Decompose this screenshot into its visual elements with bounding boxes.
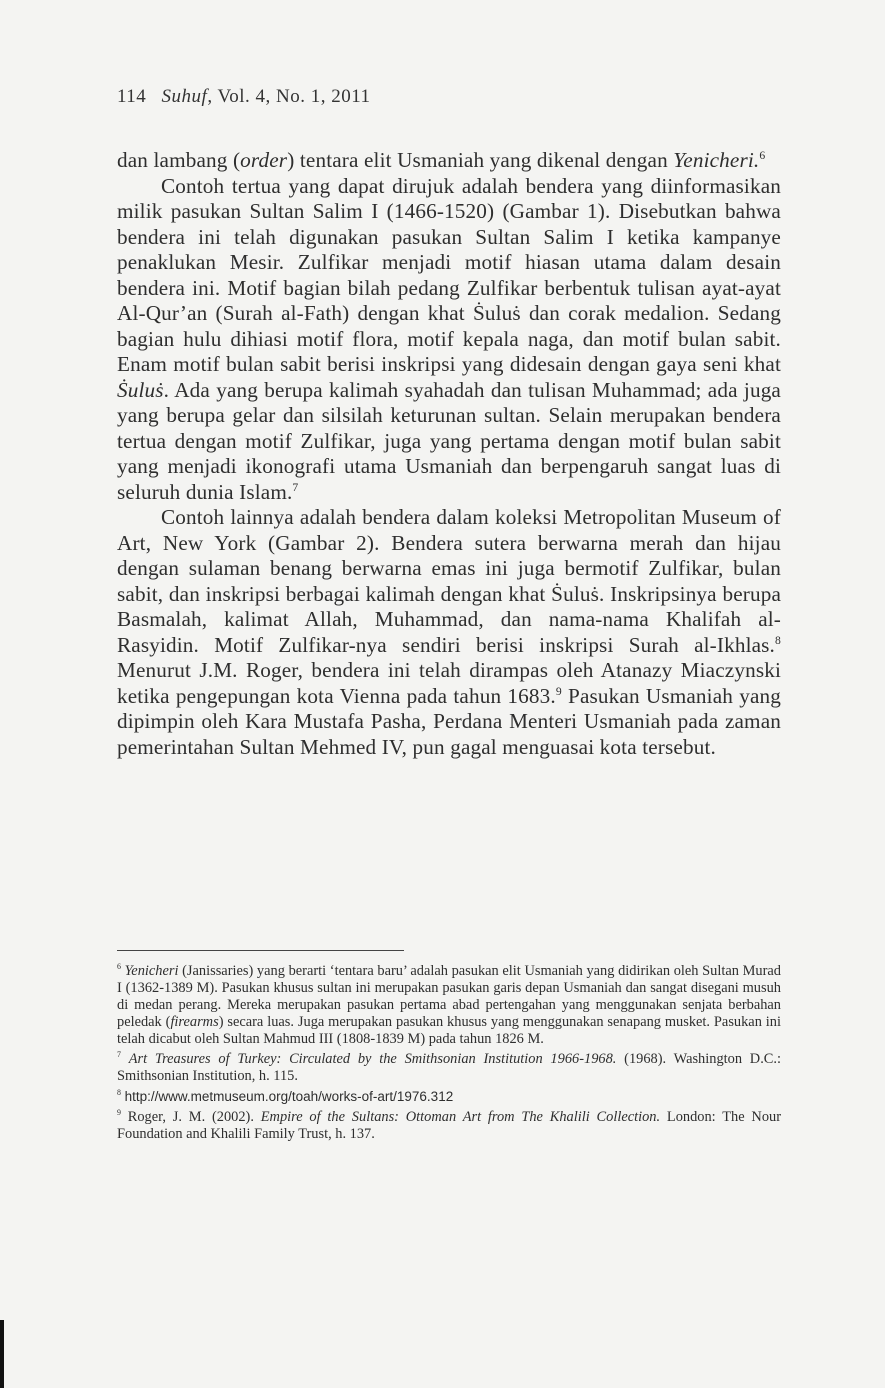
paragraph-1: dan lambang (order) tentara elit Usmaniah yang dikenal dengan Yenicheri.$^6$ — [117, 148, 766, 172]
footnote-divider — [117, 950, 404, 951]
page-number: 114 — [117, 86, 147, 107]
footnote-url[interactable]: http://www.metmuseum.org/toah/works-of-art/1976.312 — [124, 1089, 454, 1104]
scan-edge-mark — [0, 1320, 4, 1388]
paragraph-2: Contoh tertua yang dapat dirujuk adalah bendera yang diinformasikan milik pasukan Sultan Salim I (1466-1520) (Gambar 1). Disebutkan bahwa bendera ini telah digunakan pasukan Sultan Salim I ketika kampanye penaklukan Mesir. Zulfikar menjadi motif hiasan utama dalam desain bendera ini. Motif bagian bilah pedang Zulfikar berbentuk tulisan ayat-ayat Al-Qur’an (Surah al-Fath) dengan khat Ṡuluṡ dan corak medalion. Sedang bagian hulu dihiasi motif flora, motif kepala naga, dan motif bulan sabit. Enam motif bulan sabit berisi inskripsi yang didesain dengan gaya seni khat Ṡuluṡ. Ada yang berupa kalimah syahadah dan tulisan Muhammad; ada juga yang berupa gelar dan silsilah keturunan sultan. Selain merupakan bendera tertua dengan motif Zulfikar, juga yang pertama dengan motif bulan sabit yang menjadi ikonografi utama Usmaniah dan berpengaruh sangat luas di seluruh dunia Islam.$^7$ — [117, 173, 781, 504]
footnote-ref-6: 6 — [759, 148, 766, 162]
footnotes — [117, 963, 781, 1143]
footnote-6: $^6$ Yenicheri (Janissaries) yang berarti ‘tentara baru’ adalah pasukan elit Usmaniah yang didirikan oleh Sultan Murad I (1362-1389 M). Pasukan khusus sultan ini merupakan pasukan garis depan Usmaniah dan sangat disegani musuh di medan perang. Mereka merupakan pasukan pertama abad pertengahan yang menggunakan senjata berbahan peledak (firearms) secara luas. Juga merupakan pasukan khusus yang menggunakan senapang musket. Pasukan ini telah dicabut oleh Sultan Mahmud III (1808-1839 M) pada tahun 1826 M. — [117, 962, 781, 1047]
footnote-9: $^9$ Roger, J. M. (2002). Empire of the Sultans: Ottoman Art from The Khalili Collection. London: The Nour Foundation and Khalili Family Trust, h. 137. — [117, 1108, 781, 1142]
journal-issue: , Vol. 4, No. 1, 2011 — [207, 86, 371, 107]
footnote-ref-9: 9 — [555, 684, 562, 698]
body-text — [117, 148, 781, 760]
running-head — [117, 86, 371, 108]
footnote-8: $^8$ http://www.metmuseum.org/toah/works-of-art/1976.312 — [117, 1088, 454, 1104]
journal-title: Suhuf — [161, 86, 208, 107]
footnote-7: $^7$ Art Treasures of Turkey: Circulated by the Smithsonian Institution 1966-1968. (1968). Washington D.C.: Smithsonian Institution, h. 115. — [117, 1050, 781, 1084]
paragraph-3: Contoh lainnya adalah bendera dalam koleksi Metropolitan Museum of Art, New York (Gambar 2). Bendera sutera berwarna merah dan hijau dengan sulaman benang berwarna emas ini juga bermotif Zulfikar, bulan sabit, dan inskripsi berbagai kalimah dengan khat Ṡuluṡ. Inskripsinya berupa Basmalah, kalimat Allah, Muhammad, dan nama-nama Khalifah al-Rasyidin. Motif Zulfikar-nya sendiri berisi inskripsi Surah al-Ikhlas.$^8$ Menurut J.M. Roger, bendera ini telah dirampas oleh Atanazy Miaczynski ketika pengepungan kota Vienna pada tahun 1683.$^9$ Pasukan Usmaniah yang dipimpin oleh Kara Mustafa Pasha, Perdana Menteri Usmaniah pada zaman pemerintahan Sultan Mehmed IV, pun gagal menguasai kota tersebut. — [117, 505, 781, 759]
footnote-ref-8: 8 — [775, 633, 781, 647]
footnote-ref-7: 7 — [292, 480, 299, 494]
